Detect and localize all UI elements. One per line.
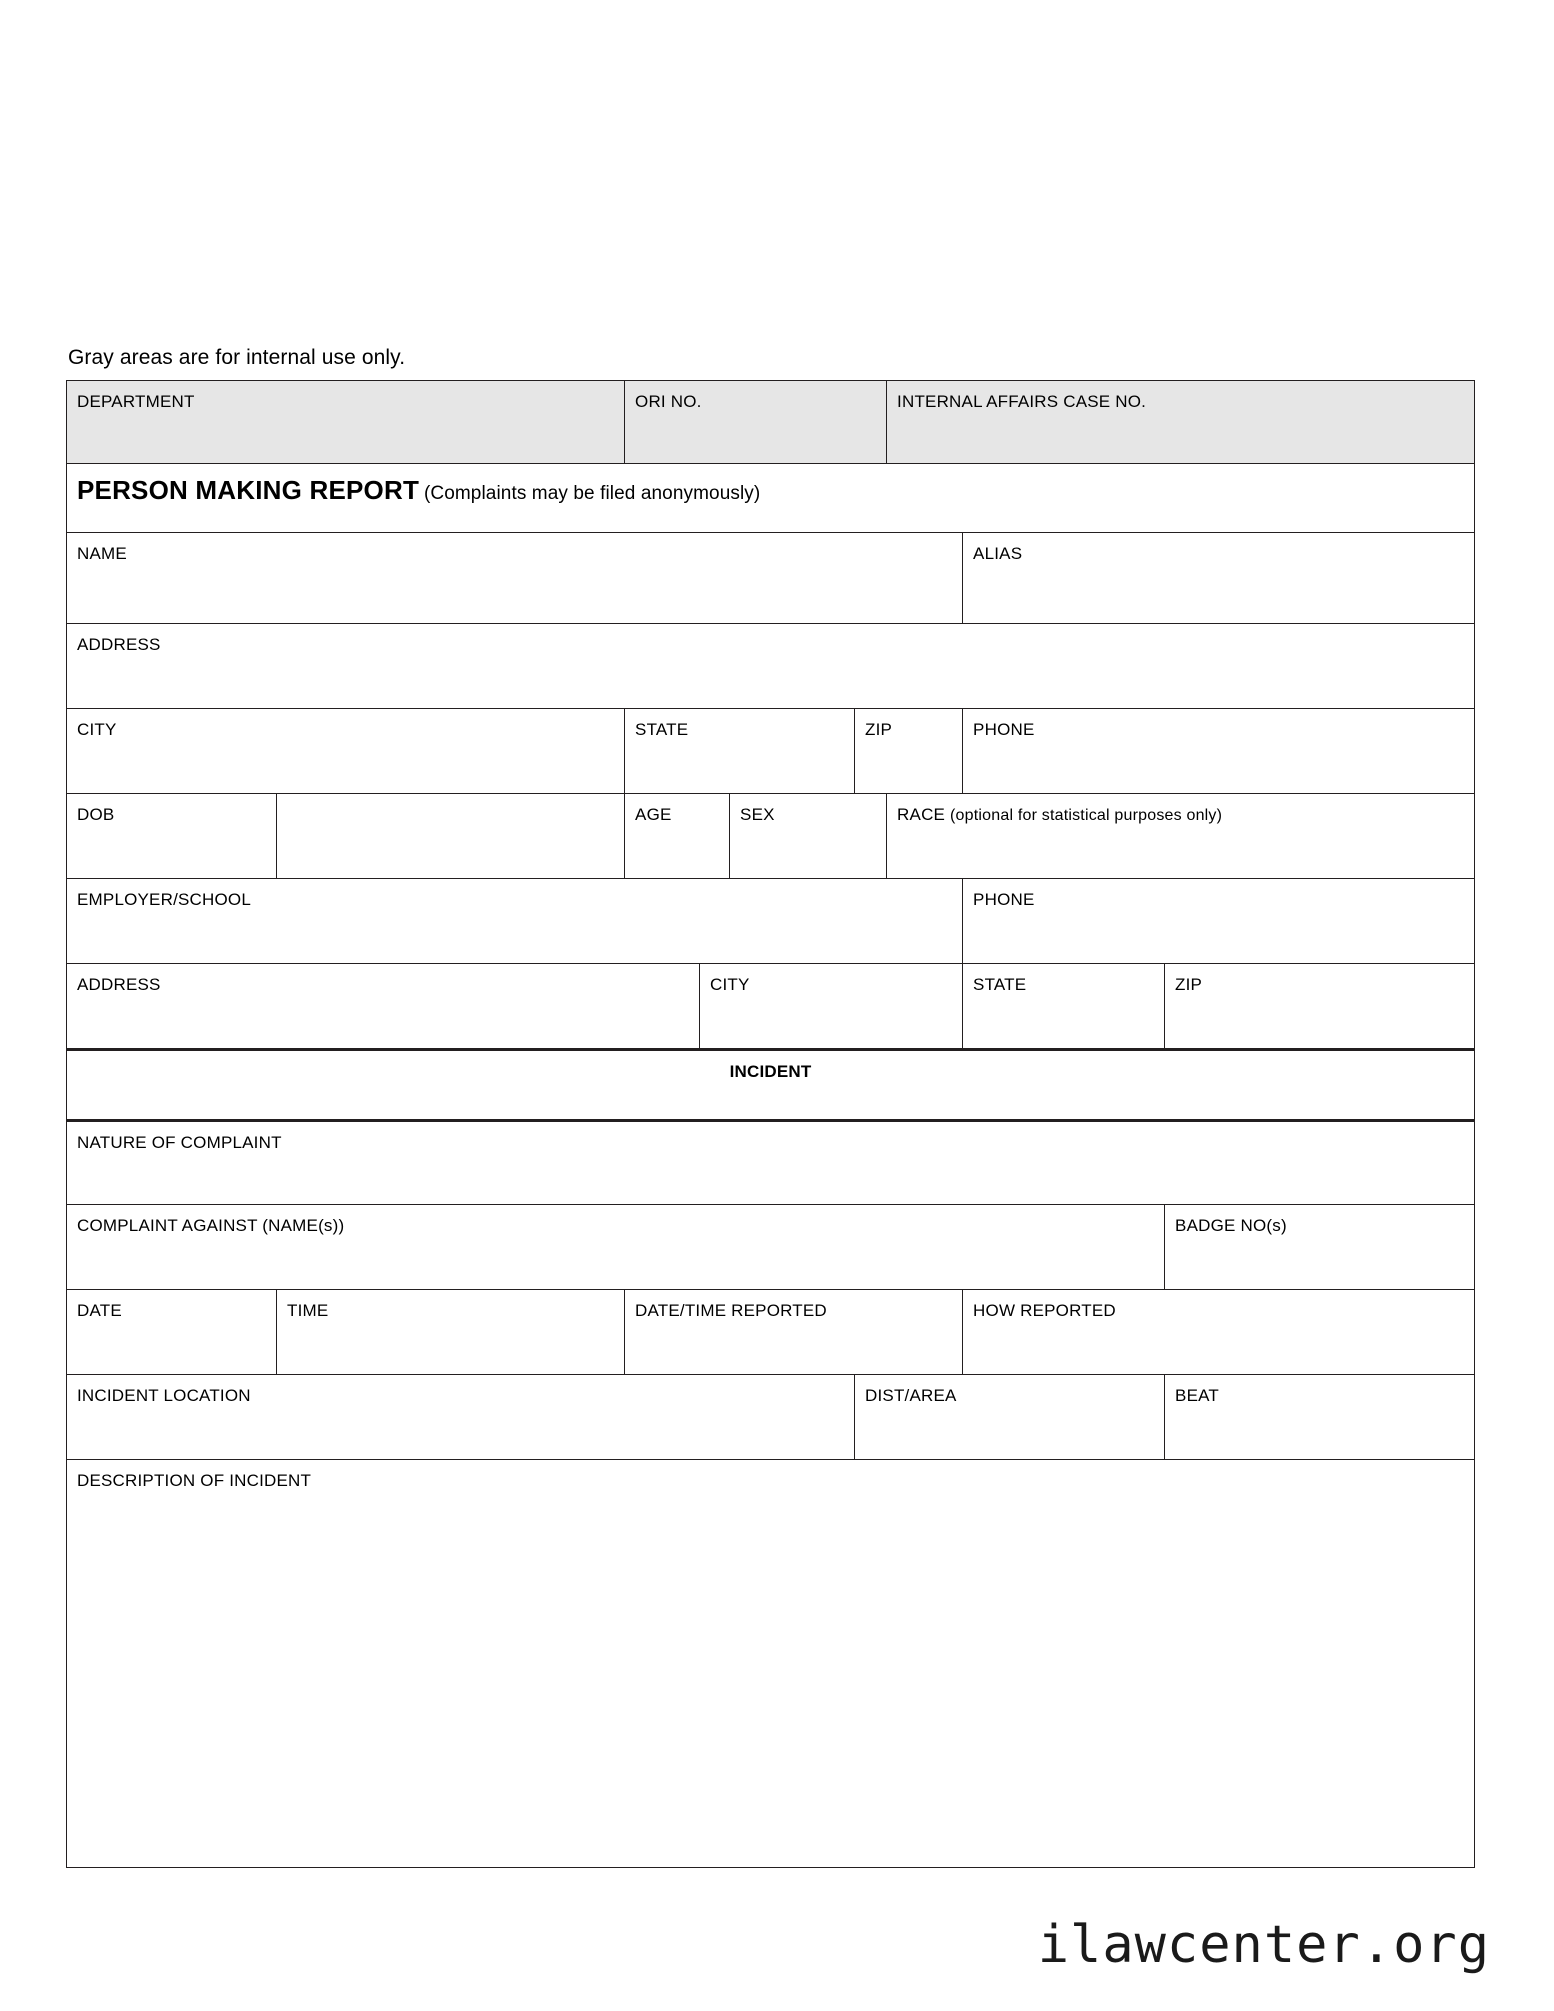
how-reported-field[interactable]: HOW REPORTED	[963, 1290, 1475, 1375]
race-note: (optional for statistical purposes only)	[950, 807, 1223, 825]
person-making-report-note: (Complaints may be filed anonymously)	[423, 483, 761, 505]
state-field[interactable]: STATE	[625, 709, 855, 794]
dob-field[interactable]: DOB	[67, 794, 277, 879]
phone-field[interactable]: PHONE	[963, 709, 1475, 794]
employer-school-field[interactable]: EMPLOYER/SCHOOL	[67, 879, 963, 964]
race-field[interactable]	[887, 794, 1475, 879]
incident-location-row	[67, 1375, 1475, 1460]
dob-age-sex-race-row	[67, 794, 1475, 879]
employer-phone-field[interactable]: PHONE	[963, 879, 1475, 964]
employer-phone-row	[67, 879, 1475, 964]
address-field[interactable]: ADDRESS	[67, 624, 1475, 709]
ori-no-field[interactable]: ORI NO.	[625, 381, 887, 464]
site-watermark: ilawcenter.org	[1037, 1915, 1490, 1975]
date-time-reported-row	[67, 1290, 1475, 1375]
dist-area-field[interactable]: DIST/AREA	[855, 1375, 1165, 1460]
person-making-report-title: PERSON MAKING REPORT	[77, 475, 420, 506]
name-field[interactable]: NAME	[67, 533, 963, 624]
description-row	[67, 1460, 1475, 1868]
complaint-against-field[interactable]: COMPLAINT AGAINST (NAME(s))	[67, 1205, 1165, 1290]
internal-affairs-case-no-field[interactable]: INTERNAL AFFAIRS CASE NO.	[887, 381, 1475, 464]
gray-area-notice: Gray areas are for internal use only.	[68, 346, 406, 369]
address-row	[67, 624, 1475, 709]
date-field[interactable]: DATE	[67, 1290, 277, 1375]
employer-zip-field[interactable]: ZIP	[1165, 964, 1475, 1050]
incident-location-field[interactable]: INCIDENT LOCATION	[67, 1375, 855, 1460]
beat-field[interactable]: BEAT	[1165, 1375, 1475, 1460]
badge-no-field[interactable]: BADGE NO(s)	[1165, 1205, 1475, 1290]
city-field[interactable]: CITY	[67, 709, 625, 794]
sex-field[interactable]: SEX	[730, 794, 887, 879]
complaint-against-row	[67, 1205, 1475, 1290]
employer-city-field[interactable]: CITY	[700, 964, 963, 1050]
incident-title: INCIDENT	[67, 1050, 1475, 1121]
time-field[interactable]: TIME	[277, 1290, 625, 1375]
date-time-reported-field[interactable]: DATE/TIME REPORTED	[625, 1290, 963, 1375]
age-field[interactable]: AGE	[625, 794, 730, 879]
employer-state-field[interactable]: STATE	[963, 964, 1165, 1050]
name-alias-row	[67, 533, 1475, 624]
person-making-report-title-cell	[67, 464, 1475, 533]
city-state-zip-phone-row	[67, 709, 1475, 794]
complaint-form	[66, 345, 1474, 1868]
internal-use-row	[67, 381, 1475, 464]
employer-address-row	[67, 964, 1475, 1050]
nature-of-complaint-field[interactable]: NATURE OF COMPLAINT	[67, 1121, 1475, 1205]
dob-value-cell[interactable]	[277, 794, 625, 879]
alias-field[interactable]: ALIAS	[963, 533, 1475, 624]
complaint-form-table	[66, 380, 1475, 1868]
description-of-incident-field[interactable]: DESCRIPTION OF INCIDENT	[67, 1460, 1475, 1868]
incident-title-row	[67, 1050, 1475, 1121]
nature-of-complaint-row	[67, 1121, 1475, 1205]
zip-field[interactable]: ZIP	[855, 709, 963, 794]
race-label: RACE	[897, 805, 946, 825]
person-making-report-title-row	[67, 464, 1475, 533]
employer-address-field[interactable]: ADDRESS	[67, 964, 700, 1050]
department-field[interactable]: DEPARTMENT	[67, 381, 625, 464]
